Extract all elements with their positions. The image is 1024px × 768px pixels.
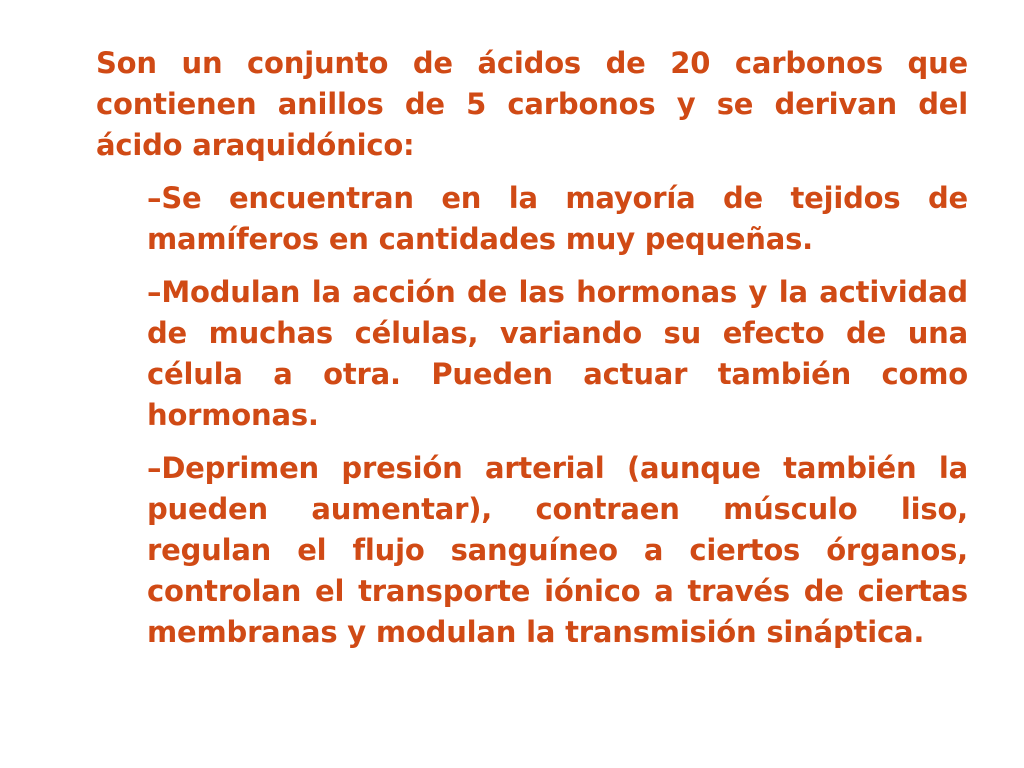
- bullet-text: Modulan la acción de las hormonas y la actividad de muchas células, variando su efecto de una célula a otra. Pueden actuar también como hormonas.: [147, 275, 968, 432]
- intro-paragraph: Son un conjunto de ácidos de 20 carbonos que contienen anillos de 5 carbonos y se derivan del ácido araquidónico:: [96, 46, 968, 162]
- bullet-item: [147, 178, 968, 260]
- bullet-dash: –: [147, 181, 162, 215]
- bullet-dash: –: [147, 451, 162, 485]
- bullet-text: Se encuentran en la mayoría de tejidos de mamíferos en cantidades muy pequeñas.: [147, 181, 968, 256]
- bullet-list: [96, 178, 968, 653]
- bullet-item: [147, 272, 968, 436]
- bullet-text: Deprimen presión arterial (aunque también la pueden aumentar), contraen músculo liso, regulan el flujo sanguíneo a ciertos órganos, controlan el transporte iónico a través de ciertas membranas y modulan la transmisión sináptica.: [147, 451, 968, 649]
- bullet-item: [147, 448, 968, 653]
- bullet-dash: –: [147, 275, 162, 309]
